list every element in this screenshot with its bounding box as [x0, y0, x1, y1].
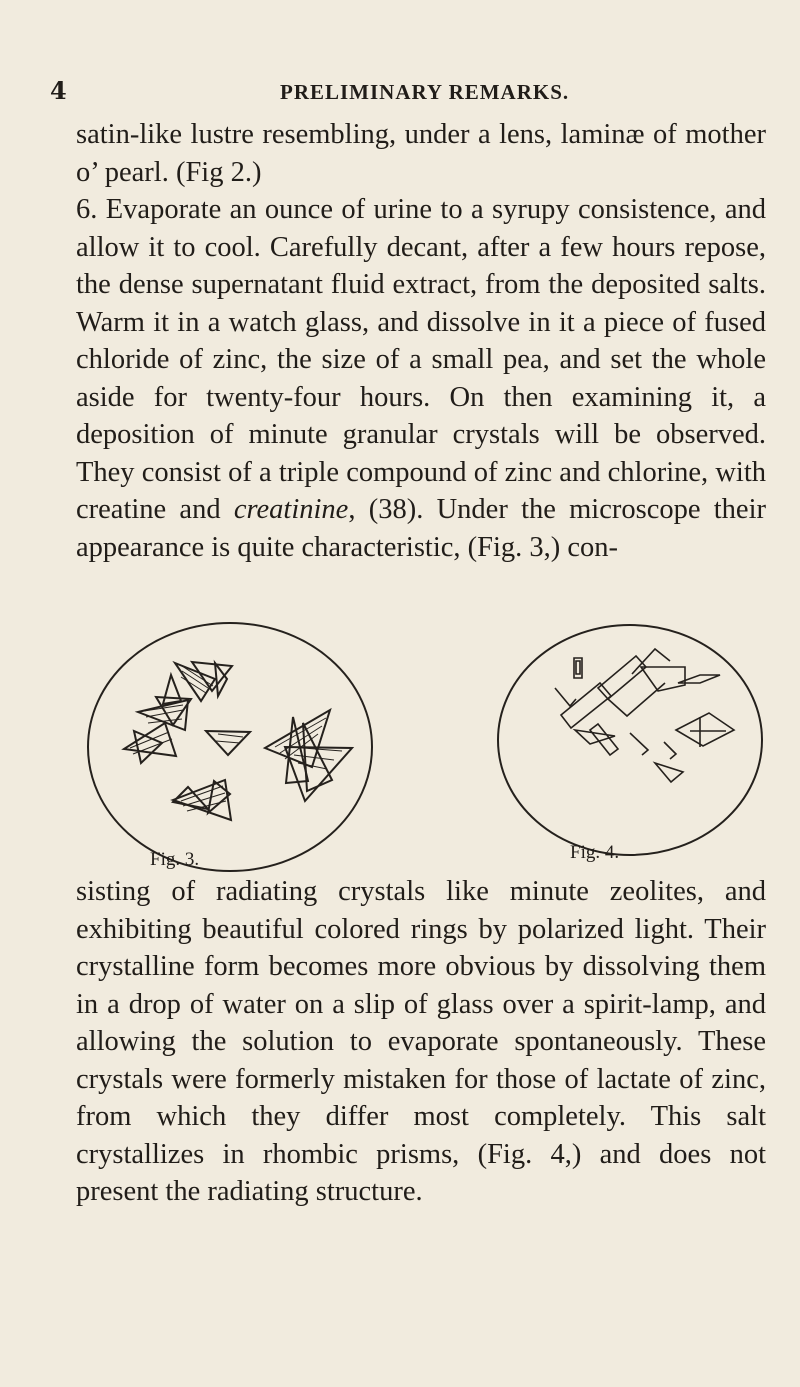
- paragraph-six: [76, 191, 766, 566]
- paragraph-six-start: 6. Evaporate an ounce of urine to a syrupy consistence, and allow it to cool. Carefully decant, after a few hours repose, the dense supernatant fluid extract, from the deposited salts. Warm it in a watch glass, and dissolve in it a piece of fused chloride of zinc, the size of a small pea, and set the whole aside for twenty-four hours. On then examining it, a deposition of minute granular crystals will be observed. They consist of a triple compound of zinc and chlorine, with creatine and: [76, 194, 766, 525]
- microscope-figures: [80, 605, 770, 890]
- upper-text-block: [76, 116, 766, 566]
- figure-3-illustration: [88, 623, 372, 871]
- creatinine-term: creatinine: [233, 494, 349, 525]
- page-header: [50, 76, 770, 106]
- figure-3-caption: Fig. 3.: [150, 849, 200, 870]
- figure-4-illustration: [498, 625, 762, 855]
- figure-4-caption: Fig. 4.: [570, 842, 620, 863]
- fig4-rhombic-prisms: [555, 649, 734, 782]
- paragraph-continuation-after-figures: sisting of radiating crystals like minute zeolites, and exhibiting beautiful colored rings by polarized light. Their crystalline form becomes more obvious by dissolving them in a drop of water on a slip of glass over a spirit-lamp, and allowing the solution to evaporate spontaneously. These crystals were formerly mistaken for those of lactate of zinc, from which they differ most completely. This salt crystallizes in rhombic prisms, (Fig. 4,) and does not present the radiating structure.: [76, 876, 766, 1207]
- lower-text-block: [76, 873, 766, 1211]
- page-number: 4: [50, 76, 67, 105]
- paragraph-six-end: , (38). Under the microscope their appearance is quite characteristic, (Fig. 3,) con-: [76, 494, 766, 563]
- running-head: PRELIMINARY REMARKS.: [280, 80, 570, 104]
- fig4-circle: [498, 625, 762, 855]
- fig3-radiating-crystals: [124, 662, 352, 820]
- paragraph-continuation: satin-like lustre resembling, under a lens, laminæ of mother o’ pearl. (Fig 2.): [76, 119, 766, 188]
